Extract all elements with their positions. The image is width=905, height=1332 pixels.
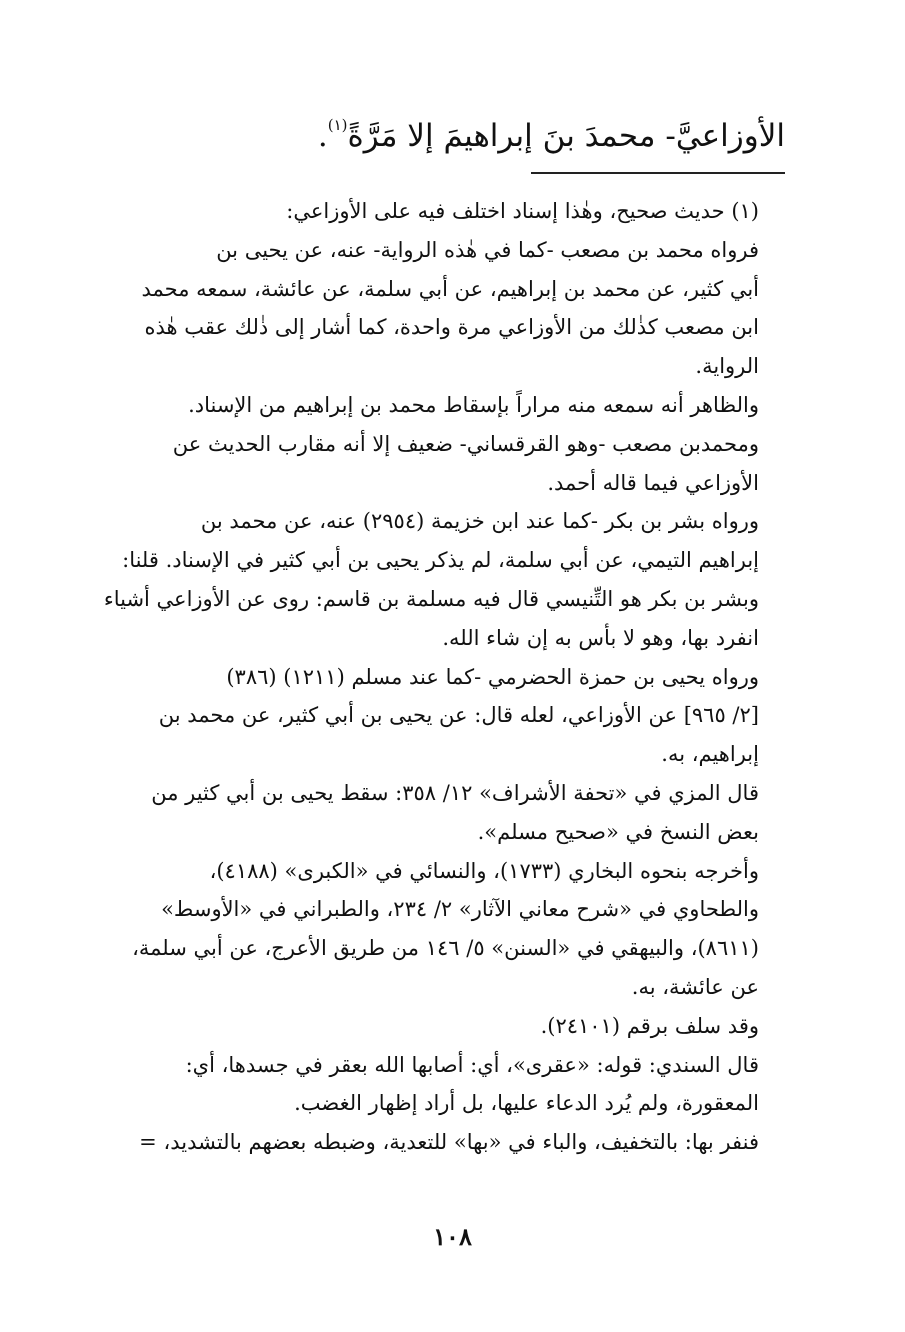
footnote-line: (١) حديث صحيح، وهٰذا إسناد اختلف فيه على الأوزاعي: <box>286 199 759 223</box>
footnote-line: فنفر بها: بالتخفيف، والباء في «بها» للتعدية، وضبطه بعضهم بالتشديد، = <box>139 1130 759 1155</box>
footnote-line: انفرد بها، وهو لا بأس به إن شاء الله. <box>442 625 759 650</box>
footnote-paragraph <box>70 852 785 1007</box>
footnote-paragraph <box>70 231 785 386</box>
footnote-line: المعقورة، ولم يُرد الدعاء عليها، بل أراد إظهار الغضب. <box>294 1091 759 1116</box>
footnote-paragraph <box>70 1007 785 1046</box>
footnote-paragraph <box>70 386 785 502</box>
footnote-line: وبشر بن بكر هو التِّنيسي قال فيه مسلمة بن قاسم: روى عن الأوزاعي أشياء <box>103 586 759 611</box>
footnote-paragraph <box>70 502 785 657</box>
main-text-line <box>65 100 785 161</box>
footnote-line: الرواية. <box>695 354 759 379</box>
footnotes-block <box>70 192 785 1162</box>
footnote-line: بعض النسخ في «صحيح مسلم». <box>477 819 759 844</box>
footnote-line: والظاهر أنه سمعه منه مراراً بإسقاط محمد بن إبراهيم من الإسناد. <box>188 392 759 417</box>
main-text-end: . <box>317 118 328 154</box>
footnote-line: ابن مصعب كذٰلك من الأوزاعي مرة واحدة، كما أشار إلى ذٰلك عقب هٰذه <box>144 315 759 340</box>
footnote-line: ومحمدبن مصعب -وهو القرقساني- ضعيف إلا أنه مقارب الحديث عن <box>172 431 759 456</box>
footnote-paragraph <box>70 1123 785 1162</box>
footnote-paragraph <box>70 658 785 774</box>
footnote-line: أبي كثير، عن محمد بن إبراهيم، عن أبي سلمة، عن عائشة، سمعه محمد <box>141 276 759 301</box>
footnote-line: إبراهيم التيمي، عن أبي سلمة، لم يذكر يحيى بن أبي كثير في الإسناد. قلنا: <box>122 548 759 573</box>
footnote-line: قال المزي في «تحفة الأشراف» ١٢/ ٣٥٨: سقط يحيى بن أبي كثير من <box>151 780 759 805</box>
footnote-line: ورواه يحيى بن حمزة الحضرمي -كما عند مسلم (١٢١١) (٣٨٦) <box>226 664 759 689</box>
footnote-paragraph <box>70 774 785 852</box>
footnote-ref[interactable]: (١) <box>327 116 348 134</box>
footnote-line: [٢/ ٩٦٥] عن الأوزاعي، لعله قال: عن يحيى بن أبي كثير، عن محمد بن <box>158 703 759 728</box>
footnote-paragraph <box>70 192 785 231</box>
footnote-line: قال السندي: قوله: «عقرى»، أي: أصابها الله بعقر في جسدها، أي: <box>185 1052 759 1077</box>
footnote-line: والطحاوي في «شرح معاني الآثار» ٢/ ٢٣٤، والطبراني في «الأوسط» <box>161 897 759 922</box>
footnote-line: الأوزاعي فيما قاله أحمد. <box>547 470 759 495</box>
footnote-line: إبراهيم، به. <box>661 742 759 767</box>
footnote-line: ورواه بشر بن بكر -كما عند ابن خزيمة (٢٩٥٤) عنه، عن محمد بن <box>200 509 759 534</box>
footnote-line: وقد سلف برقم (٢٤١٠١). <box>540 1013 759 1038</box>
footnote-line: عن عائشة، به. <box>631 974 759 999</box>
footnote-separator <box>531 172 785 174</box>
page-number: ١٠٨ <box>433 1222 472 1251</box>
footnote-paragraph <box>70 1046 785 1124</box>
footnote-line: (٨٦١١)، والبيهقي في «السنن» ٥/ ١٤٦ من طريق الأعرج، عن أبي سلمة، <box>132 936 759 961</box>
footnote-line: وأخرجه بنحوه البخاري (١٧٣٣)، والنسائي في «الكبرى» (٤١٨٨)، <box>209 858 759 883</box>
main-text: الأوزاعيَّ- محمدَ بنَ إبراهيمَ إلا مَرَّةً <box>347 118 785 154</box>
footnote-line: فرواه محمد بن مصعب -كما في هٰذه الرواية- عنه، عن يحيى بن <box>216 237 759 262</box>
